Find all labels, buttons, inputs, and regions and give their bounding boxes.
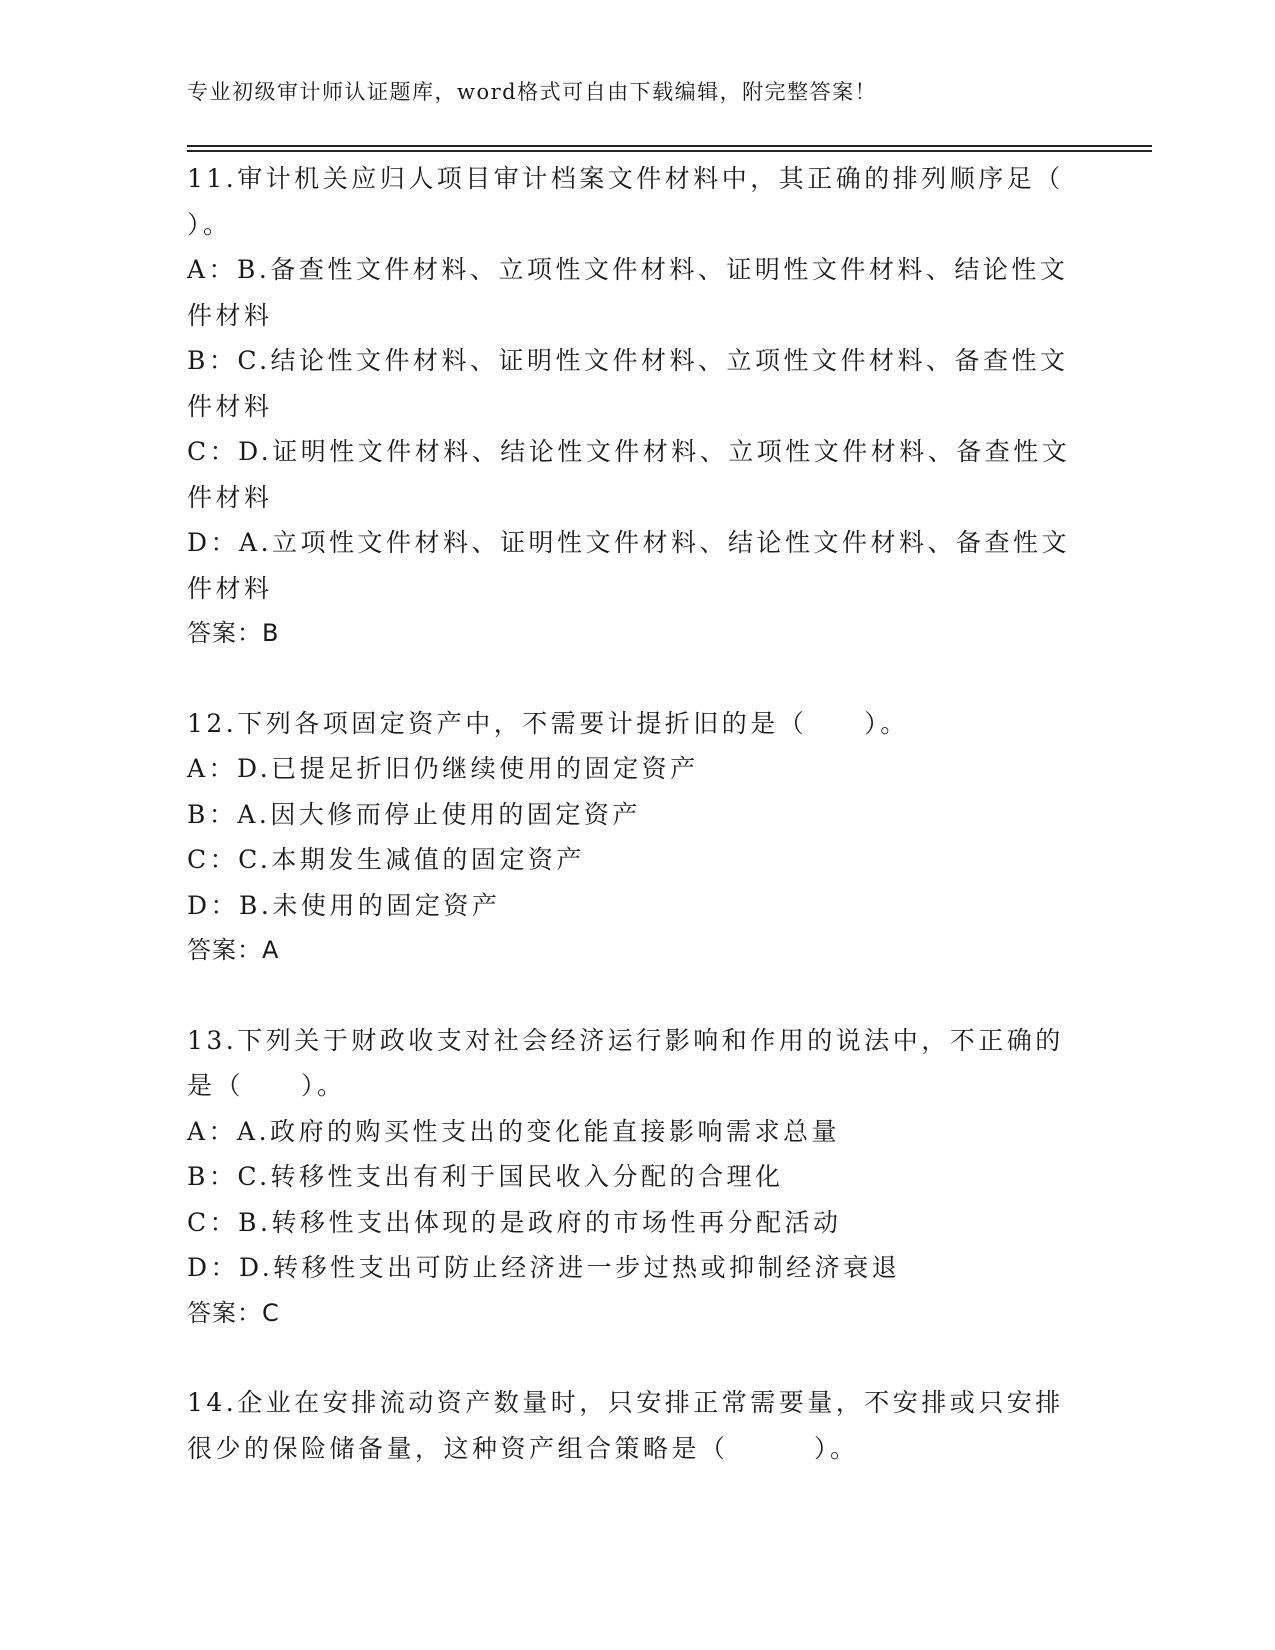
question-stem-line: 12.下列各项固定资产中，不需要计提折旧的是（ ）。 [187, 708, 909, 738]
answer-line: 答案：B [187, 619, 280, 647]
question-stem-line: 11.审计机关应归人项目审计档案文件材料中，其正确的排列顺序足（ [187, 164, 1064, 193]
option-line: 件材料 [187, 573, 273, 603]
option-line: C：D.证明性文件材料、结论性文件材料、立项性文件材料、备查性文 [187, 437, 1071, 466]
question-stem-line: 很少的保险储备量，这种资产组合策略是（ ）。 [187, 1433, 859, 1463]
question-spacer [187, 657, 1077, 701]
option-line: C：B.转移性支出体现的是政府的市场性再分配活动 [187, 1207, 842, 1237]
question-spacer [187, 1336, 1077, 1380]
header-rule-bottom [187, 150, 1152, 152]
option-line: D：A.立项性文件材料、证明性文件材料、结论性文件材料、备查性文 [187, 528, 1071, 557]
option-line: C：C.本期发生减值的固定资产 [187, 845, 585, 874]
option-line: A：A.政府的购买性支出的变化能直接影响需求总量 [187, 1116, 841, 1146]
option-line: D：B.未使用的固定资产 [187, 890, 501, 920]
option-line: B：A.因大修而停止使用的固定资产 [187, 799, 641, 829]
question-list [187, 156, 1077, 1471]
question-stem-line: 13.下列关于财政收支对社会经济运行影响和作用的说法中，不正确的 [187, 1025, 1064, 1055]
answer-line: 答案：C [187, 1298, 280, 1327]
answer-line: 答案：A [187, 936, 280, 964]
option-line: 件材料 [187, 391, 273, 421]
option-line: D：D.转移性支出可防止经济进一步过热或抑制经济衰退 [187, 1253, 901, 1282]
question-block [187, 1018, 1077, 1337]
question-block [187, 1380, 1077, 1471]
option-line: 件材料 [187, 482, 273, 512]
option-line: B：C.转移性支出有利于国民收入分配的合理化 [187, 1162, 784, 1191]
question-spacer [187, 974, 1077, 1018]
option-line: 件材料 [187, 300, 273, 330]
page-header: 专业初级审计师认证题库，word格式可自由下载编辑，附完整答案！ [187, 80, 878, 104]
option-line: A：B.备查性文件材料、立项性文件材料、证明性文件材料、结论性文 [187, 255, 1069, 284]
option-line: A：D.已提足折旧仍继续使用的固定资产 [187, 754, 699, 783]
question-block [187, 701, 1077, 974]
option-line: B：C.结论性文件材料、证明性文件材料、立项性文件材料、备查性文 [187, 346, 1069, 375]
question-block [187, 156, 1077, 657]
header-rule-top [187, 145, 1152, 147]
question-stem-line: 14.企业在安排流动资产数量时，只安排正常需要量，不安排或只安排 [187, 1388, 1064, 1417]
question-stem-line: 是（ ）。 [187, 1071, 346, 1100]
question-stem-line: ）。 [187, 209, 232, 239]
